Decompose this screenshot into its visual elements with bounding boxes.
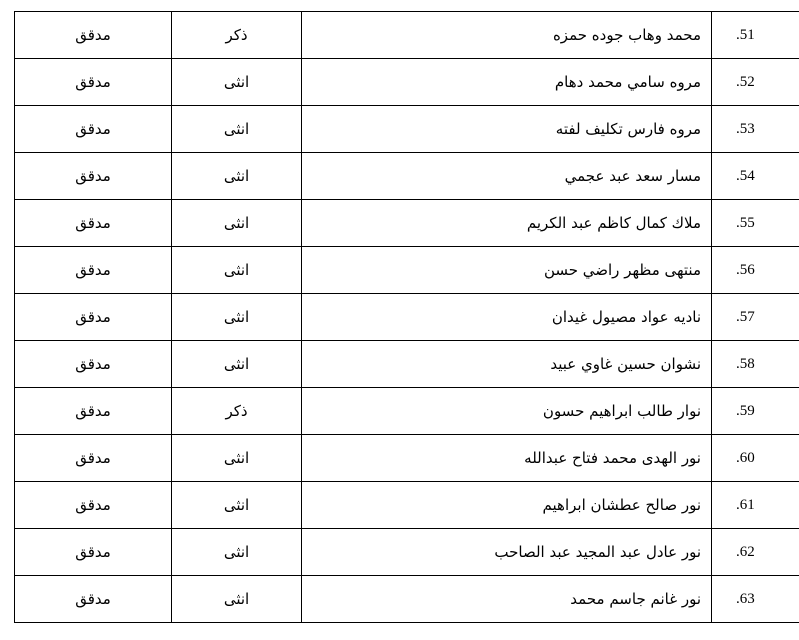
row-number-cell: .60 bbox=[712, 435, 799, 482]
table-row bbox=[15, 435, 799, 482]
table-row bbox=[15, 59, 799, 106]
status-cell: مدقق bbox=[15, 341, 172, 388]
gender-cell: انثى bbox=[172, 341, 302, 388]
table-row bbox=[15, 529, 799, 576]
name-cell: ناديه عواد مصيول غيدان bbox=[302, 294, 712, 341]
table-row bbox=[15, 247, 799, 294]
gender-cell: انثى bbox=[172, 247, 302, 294]
row-number-cell: .52 bbox=[712, 59, 799, 106]
status-cell: مدقق bbox=[15, 153, 172, 200]
gender-cell: انثى bbox=[172, 294, 302, 341]
name-cell: ملاك كمال كاظم عبد الكريم bbox=[302, 200, 712, 247]
status-cell: مدقق bbox=[15, 388, 172, 435]
row-number-cell: .56 bbox=[712, 247, 799, 294]
status-cell: مدقق bbox=[15, 200, 172, 247]
gender-cell: انثى bbox=[172, 576, 302, 623]
table-row bbox=[15, 153, 799, 200]
name-cell: نور غانم جاسم محمد bbox=[302, 576, 712, 623]
row-number-cell: .51 bbox=[712, 12, 799, 59]
gender-cell: انثى bbox=[172, 482, 302, 529]
row-number-cell: .62 bbox=[712, 529, 799, 576]
roster-table-body bbox=[15, 12, 799, 623]
row-number-cell: .57 bbox=[712, 294, 799, 341]
name-cell: نشوان حسين غاوي عبيد bbox=[302, 341, 712, 388]
row-number-cell: .54 bbox=[712, 153, 799, 200]
name-cell: مروه سامي محمد دهام bbox=[302, 59, 712, 106]
status-cell: مدقق bbox=[15, 529, 172, 576]
status-cell: مدقق bbox=[15, 59, 172, 106]
gender-cell: انثى bbox=[172, 529, 302, 576]
row-number-cell: .63 bbox=[712, 576, 799, 623]
roster-table bbox=[14, 11, 799, 623]
row-number-cell: .59 bbox=[712, 388, 799, 435]
gender-cell: انثى bbox=[172, 435, 302, 482]
status-cell: مدقق bbox=[15, 247, 172, 294]
row-number-cell: .55 bbox=[712, 200, 799, 247]
table-row bbox=[15, 576, 799, 623]
row-number-cell: .58 bbox=[712, 341, 799, 388]
name-cell: منتهى مظهر راضي حسن bbox=[302, 247, 712, 294]
table-row bbox=[15, 482, 799, 529]
gender-cell: انثى bbox=[172, 59, 302, 106]
gender-cell: انثى bbox=[172, 106, 302, 153]
name-cell: نور الهدى محمد فتاح عبدالله bbox=[302, 435, 712, 482]
table-row bbox=[15, 341, 799, 388]
table-row bbox=[15, 388, 799, 435]
status-cell: مدقق bbox=[15, 294, 172, 341]
name-cell: مسار سعد عبد عجمي bbox=[302, 153, 712, 200]
status-cell: مدقق bbox=[15, 12, 172, 59]
status-cell: مدقق bbox=[15, 576, 172, 623]
name-cell: نور عادل عبد المجيد عبد الصاحب bbox=[302, 529, 712, 576]
row-number-cell: .53 bbox=[712, 106, 799, 153]
status-cell: مدقق bbox=[15, 482, 172, 529]
table-row bbox=[15, 294, 799, 341]
gender-cell: انثى bbox=[172, 200, 302, 247]
status-cell: مدقق bbox=[15, 435, 172, 482]
row-number-cell: .61 bbox=[712, 482, 799, 529]
status-cell: مدقق bbox=[15, 106, 172, 153]
gender-cell: ذكر bbox=[172, 12, 302, 59]
gender-cell: ذكر bbox=[172, 388, 302, 435]
table-row bbox=[15, 106, 799, 153]
name-cell: محمد وهاب جوده حمزه bbox=[302, 12, 712, 59]
table-row bbox=[15, 200, 799, 247]
table-row bbox=[15, 12, 799, 59]
name-cell: مروه فارس تكليف لفته bbox=[302, 106, 712, 153]
name-cell: نور صالح عطشان ابراهيم bbox=[302, 482, 712, 529]
name-cell: نوار طالب ابراهيم حسون bbox=[302, 388, 712, 435]
gender-cell: انثى bbox=[172, 153, 302, 200]
document-page bbox=[14, 11, 787, 623]
